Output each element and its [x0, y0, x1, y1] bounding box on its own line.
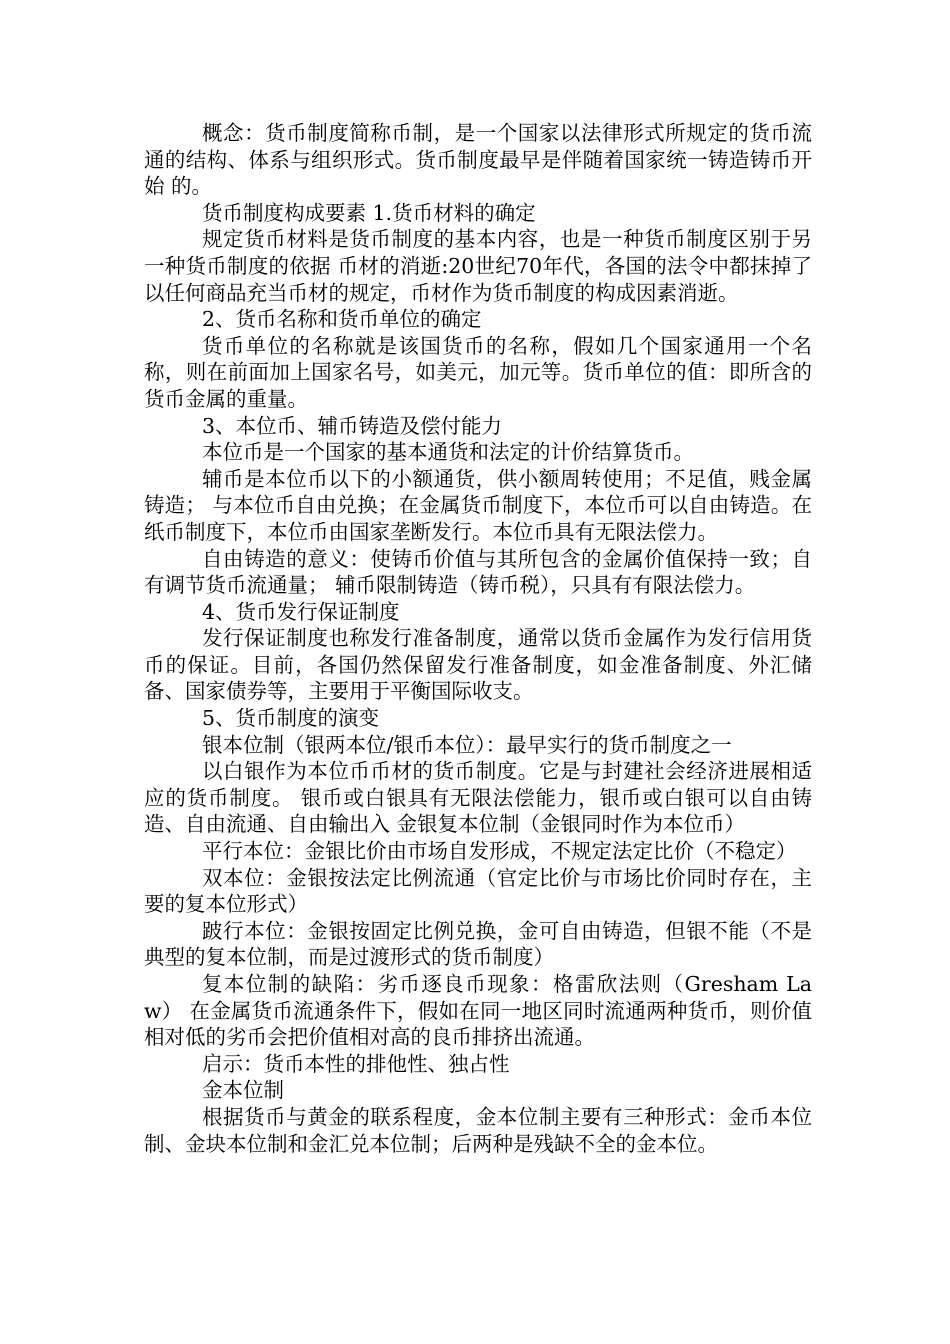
paragraph-insight: 启示：货币本性的排他性、独占性	[202, 1051, 510, 1076]
heading-evolution: 5、货币制度的演变	[202, 706, 380, 731]
paragraph-limping-standard: 跛行本位：金银按固定比例兑换，金可自由铸造，但银不能（不是典型的复本位制，而是过渡形式的货币制度）	[144, 918, 812, 970]
paragraph-currency-unit: 货币单位的名称就是该国货币的名称，假如几个国家通用一个名称，则在前面加上国家名号，如美元，加元等。货币单位的值：即所含的货币金属的重量。	[144, 333, 812, 411]
paragraph-material: 规定货币材料是货币制度的基本内容，也是一种货币制度区别于另一种货币制度的依据 币材的消逝:20世纪70年代，各国的法令中都抹掉了以任何商品充当币材的规定，币材作为货币制度的构成因素消逝。	[144, 227, 812, 305]
paragraph-silver-standard: 银本位制（银两本位/银币本位）：最早实行的货币制度之一	[202, 732, 732, 757]
paragraph-issuance-guarantee: 发行保证制度也称发行准备制度，通常以货币金属作为发行信用货币的保证。目前，各国仍然保留发行准备制度，如金准备制度、外汇储备、国家债券等，主要用于平衡国际收支。	[144, 626, 812, 704]
paragraph-double-standard: 双本位：金银按法定比例流通（官定比价与市场比价同时存在，主要的复本位形式）	[144, 865, 812, 917]
paragraph-gold-standard-forms: 根据货币与黄金的联系程度，金本位制主要有三种形式：金币本位制、金块本位制和金汇兑本位制；后两种是残缺不全的金本位。	[144, 1104, 812, 1156]
paragraph-silver-detail: 以白银作为本位币币材的货币制度。它是与封建社会经济进展相适应的货币制度。 银币或白银具有无限法偿能力，银币或白银可以自由铸造、自由流通、自由输出入 金银复本位制（金银同时作为本位币）	[144, 759, 812, 837]
paragraph-standard-coin: 本位币是一个国家的基本通货和法定的计价结算货币。	[202, 440, 694, 465]
heading-issuance-guarantee: 4、货币发行保证制度	[202, 599, 400, 624]
paragraph-parallel-standard: 平行本位：金银比价由市场自发形成，不规定法定比价（不稳定）	[202, 839, 797, 864]
heading-elements: 货币制度构成要素 1.货币材料的确定	[202, 200, 536, 225]
heading-gold-standard: 金本位制	[202, 1078, 284, 1103]
paragraph-bimetallism-defect: 复本位制的缺陷：劣币逐良币现象：格雷欣法则（Gresham Law） 在金属货币流通条件下，假如在同一地区同时流通两种货币，则价值相对低的劣币会把价值相对高的良币排挤出流通。	[144, 972, 812, 1050]
heading-standard-coin: 3、本位币、辅币铸造及偿付能力	[202, 413, 503, 438]
paragraph-free-coinage: 自由铸造的意义：使铸币价值与其所包含的金属价值保持一致；自有调节货币流通量； 辅币限制铸造（铸币税），只具有有限法偿力。	[144, 546, 812, 598]
heading-currency-name: 2、货币名称和货币单位的确定	[202, 307, 482, 332]
document-body	[144, 120, 812, 1157]
paragraph-concept: 概念：货币制度简称币制，是一个国家以法律形式所规定的货币流通的结构、体系与组织形式。货币制度最早是伴随着国家统一铸造铸币开始 的。	[144, 121, 812, 199]
paragraph-subsidiary-coin: 辅币是本位币以下的小额通货，供小额周转使用；不足值，贱金属铸造； 与本位币自由兑换；在金属货币制度下，本位币可以自由铸造。在纸币制度下，本位币由国家垄断发行。本位币具有无限法偿力。	[144, 466, 812, 544]
